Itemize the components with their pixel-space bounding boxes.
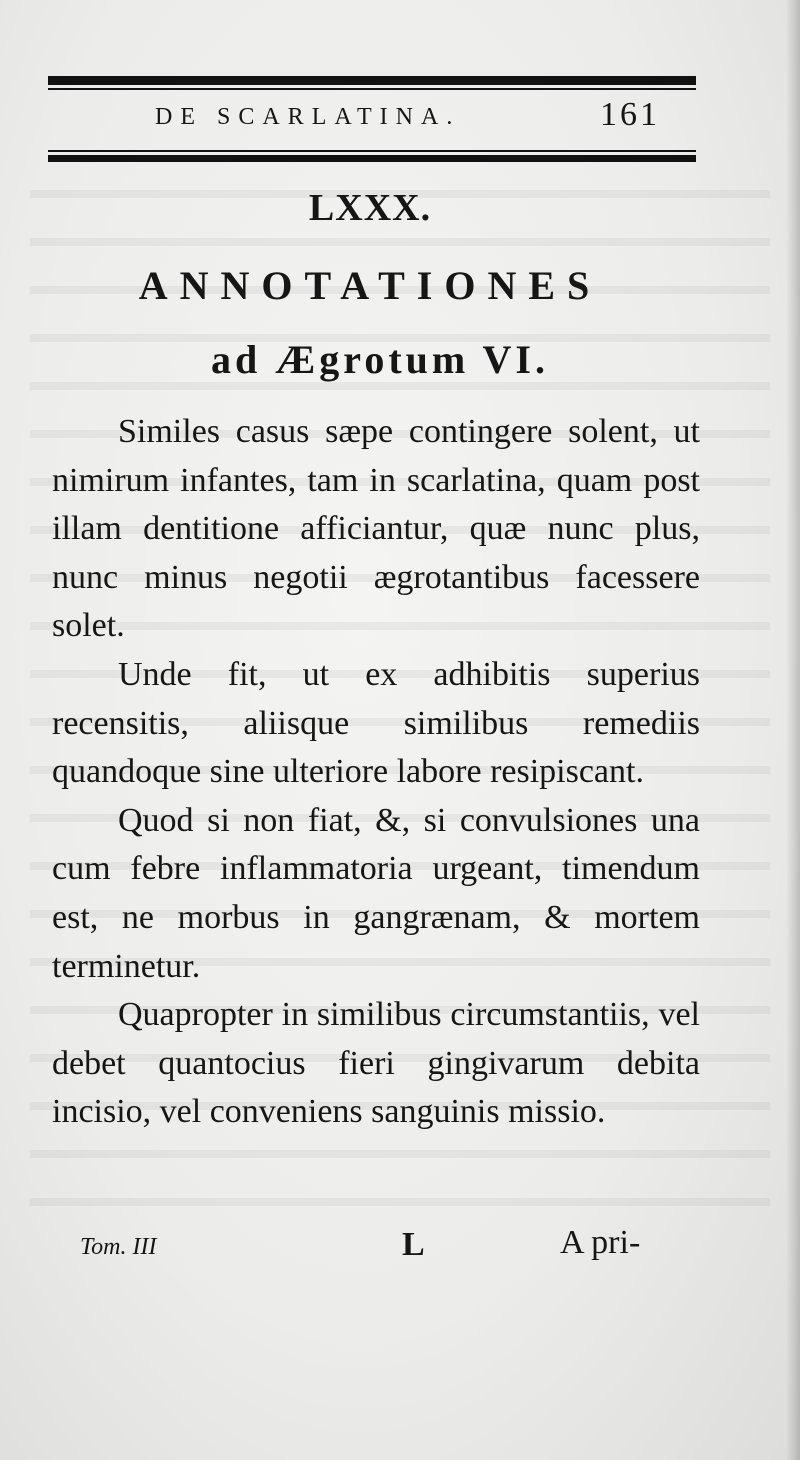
paragraph: Quod si non fiat, &, si convulsiones una cum febre inflammatoria urgeant, timendum est, ne morbus in gangrænam, & mortem terminetur. [52,801,700,985]
section-subtitle: ad Ægrotum VI. [211,337,549,382]
paragraph: Unde fit, ut ex adhibitis superius recensitis, aliisque similibus remediis quandoque sine ulteriore labore resipiscant. [52,655,700,791]
header-top-rule [48,76,696,85]
paragraph: Quapropter in similibus circumstantiis, vel debet quantocius fieri gingivarum debita incisio, vel conveniens sanguinis missio. [52,996,700,1131]
header-bottom-thin-rule [48,150,696,152]
section-title: ANNOTATIONES [138,263,602,308]
section-number: LXXX. [308,187,432,229]
page-edge-shadow [786,0,800,1460]
header-top-thin-rule [48,88,696,90]
catchword: A pri- [560,1224,641,1261]
page-number: 161 [600,96,660,133]
body-text [52,408,700,1137]
signature-mark: L [402,1226,425,1263]
paragraph: Similes casus sæpe contingere solent, ut nimirum infantes, tam in scarlatina, quam post illam dentitione afficiantur, quæ nunc plus, nunc minus negotii ægrotantibus facessere solet. [52,413,700,645]
page-footer [0,1224,800,1268]
header-bottom-rule [48,155,696,162]
volume-signature: Tom. III [80,1234,157,1260]
running-title: DE SCARLATINA. [155,104,461,130]
